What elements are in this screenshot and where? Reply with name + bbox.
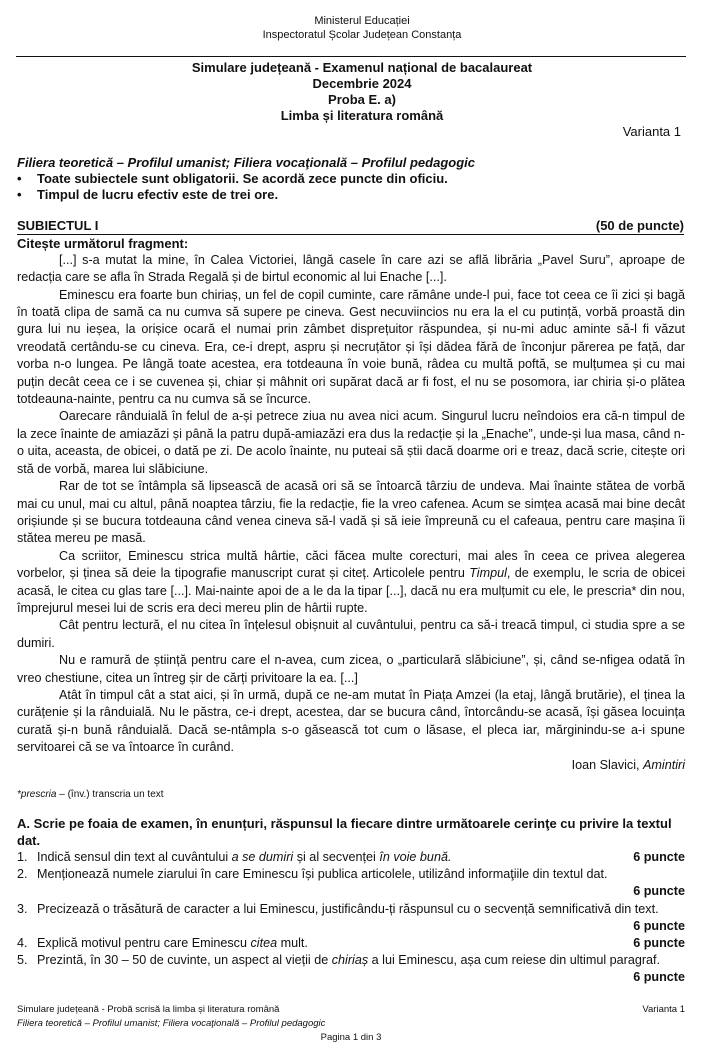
page-number: Pagina 1 din 3 [320,1031,382,1043]
fragment-paragraph: Cât pentru lectură, el nu citea în înțelesul obișnuit al cuvântului, pentru ca să-i treacă timpul, ci studia spre a se dumiri. [17,618,685,650]
fragment-paragraph: [...] s-a mutat la mine, în Calea Victoriei, lângă casele în care azi se află librăria „Pavel Suru”, aproape de redacția care se afla în Strada Regală și de birtul economic al lui Enache [...]. [17,252,685,285]
requirement-item: 4. 6 puncte Explică motivul pentru care Eminescu citea mult. [17,935,685,952]
text-fragment [17,252,685,774]
intro-block [17,155,685,204]
bullet-icon: • [17,187,22,203]
footer-filiera: Filiera teoretică – Profilul umanist; Filiera vocaţională – Profilul pedagogic [17,1017,326,1029]
subject-points: (50 de puncte) [595,217,684,233]
fragment-paragraph: Eminescu era foarte bun chiriaș, un fel de copil cuminte, care rămâne unde-l pui, face tot ceea ce îi zici și bagă în toată clipa de samă ca nu cumva să supere pe cineva. Gest necuviincios nu era la el cu putință, vorbă proastă din gura lui nu ieșea, la orișice ocară el numai prin zâmbet disprețuitor răspundea, și nu-mi aduc aminte să-l fi văzut vreodată certându-se cu cineva. Era, ce-i drept, aspru și necruțător și își dădea fără de înconjur părerea pe față, dar vorba n-o lungea. Pe lângă toate acestea, era totdeauna în voie bună, râdea cu multă poftă, se mulțumea și cu mai puțin decât ceea ce i se cuvenea și, chiar și mâhnit ori supărat dacă ar fi fost, el nu se posomora, iar chiria și-o plătea totdeauna-nainte, pentru ca nu cumva să se încurce. [17,287,685,407]
requirement-item: 2. Menționează numele ziarului în care Eminescu își publica articolele, utilizând informaţiile din textul dat. 6 puncte [17,866,685,900]
fragment-paragraph: Ca scriitor, Eminescu strica multă hârtie, căci făcea multe corecturi, mai ales în ceea ce privea alegerea vorbelor, și ținea să deie la tipografie manuscript curat și citeț. Articolele pentru Timpul, de exemplu, le scria de obicei acasă, le citea cu glas tare [...]. Mai-nainte apoi de a le da la tipar [...], dacă nu era mulțumit cu ele, le prescria* din nou, împrejurul mesei lui de scris era deci mereu plin de hârtii rupte. [17,548,685,615]
requirements-heading: A. Scrie pe foaia de examen, în enunțuri, răspunsul la fiecare dintre următoarele cerinţe cu privire la textul dat. [17,816,672,848]
page-footer [17,1003,685,1045]
requirement-item: 3. Precizează o trăsătură de caracter a lui Eminescu, justificându-ți răspunsul cu o secvență semnificativă din text. 6 puncte [17,901,685,935]
requirement-points: 6 puncte [633,936,685,951]
rule-bullet: • Timpul de lucru efectiv este de trei ore. [17,187,279,203]
footer-exam-name: Simulare județeană - Probă scrisă la limba și literatura română [17,1003,280,1015]
exam-title: Simulare județeană - Examenul național de bacalaureat [191,60,533,75]
fragment-paragraph: Nu e ramură de știință pentru care el n-avea, cum zicea, o „particulară slăbiciune”, și, când se-nfigea odată în vreo chestiune, citea un întreg șir de cărți privitoare la ea. [...] [17,653,685,685]
fragment-paragraph: Rar de tot se întâmpla să lipsească de acasă ori să se întoarcă târziu de undeva. Mai înainte stătea de vorbă mai cu unul, mai cu altul, până noaptea târziu, fie la redacție, fie la vreo cafenea. Acum se simțea acasă mai bine decât orișiunde și se bucura totdeauna când venea cineva să-l vadă și să ieie împreună cu el cafeaua, pentru care mașina îi stătea mereu pe masă. [17,479,685,546]
fragment-source: Ioan Slavici, Amintiri [571,757,685,772]
fragment-paragraph: Oarecare rânduială în felul de a-și petrece ziua nu avea nici acum. Singurul lucru neîndoios era că-n timpul de la zece înainte de amiazăzi și până la patru după-amiazăzi era dus la redacție și la „Enache”, unde-și lua masa, când n-o uita, aceasta, de obicei, o dată pe zi. De acolo înainte, nu puteai să știi dacă doarme ori e treaz, dacă scrie, citește ori stă de vorbă, marea lui slăbiciune. [17,409,685,476]
exam-subject: Limba și literatura română [280,108,444,123]
ministry-name: Ministerul Educației [314,15,410,27]
subject-heading [17,218,684,235]
inspectorate-name: Inspectoratul Școlar Județean Constanța [262,29,462,41]
filiera-line: Filiera teoretică – Profilul umanist; Filiera vocaţională – Profilul pedagogic [17,155,476,170]
footer-variant: Varianta 1 [642,1003,685,1015]
reading-instruction: Citește următorul fragment: [17,235,189,251]
requirements-list [17,849,685,987]
requirement-item: 5. Prezintă, în 30 – 50 de cuvinte, un aspect al vieții de chiriaș a lui Eminescu, așa cum reiese din ultimul paragraf. 6 puncte [17,952,685,986]
requirement-points: 6 puncte [633,918,685,933]
subject-title: SUBIECTUL I [17,217,99,233]
variant-label: Varianta 1 [622,124,681,139]
header-divider [16,56,686,57]
rule-bullet: • Toate subiectele sunt obligatorii. Se acordă zece puncte din oficiu. [17,171,448,187]
requirement-points: 6 puncte [633,850,685,864]
fragment-paragraph: Atât în timpul cât a stat aici, și în urmă, după ce ne-am mutat în Piața Amzei (la etaj, lângă brutărie), el ținea la curățenie și la rânduială. Nu le păstra, ce-i drept, acestea, dar se bucura când, întorcându-se acasă, își găsea locuința curată și-n bună rânduială. Dacă se-ntâmpla s-o găsească tot cum o lăsase, el pleca iar, mărginindu-se a-i spune servitoarei că se va întoarce în curând. [17,687,685,755]
exam-date: Decembrie 2024 [312,76,412,91]
bullet-icon: • [17,171,22,187]
exam-proba: Proba E. a) [328,92,396,107]
requirement-points: 6 puncte [633,970,685,985]
requirement-item: 1. 6 puncte Indică sensul din text al cuvântului a se dumiri și al secvenței în voie bună. [17,849,685,866]
requirement-points: 6 puncte [633,884,685,899]
footnote: *prescria – (înv.) transcria un text [17,789,164,800]
